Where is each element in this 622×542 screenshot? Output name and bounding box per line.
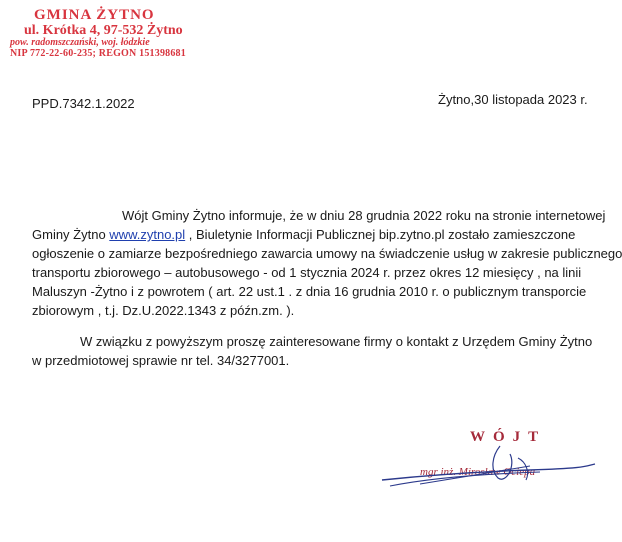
text-fragment: Gminy Żytno bbox=[32, 227, 110, 242]
office-stamp bbox=[10, 8, 192, 59]
stamp-office-name: GMINA ŻYTNO bbox=[34, 7, 155, 23]
paragraph-2-line-1: W związku z powyższym proszę zainteresowane firmy o kontakt z Urzędem Gminy Żytno bbox=[80, 334, 593, 349]
stamp-district: pow. radomszczański, woj. łódzkie bbox=[10, 37, 150, 49]
website-link[interactable]: www.zytno.pl bbox=[109, 227, 186, 242]
mayor-name-stamp: mgr inż. Mirosław Ociepa bbox=[420, 466, 536, 478]
paragraph-1-line-6: zbiorowym , t.j. Dz.U.2022.1343 z późn.zm. ). bbox=[32, 303, 295, 318]
place-date: Żytno,30 listopada 2023 r. bbox=[438, 92, 588, 107]
mayor-title-stamp: WÓJT bbox=[470, 429, 547, 445]
paragraph-2-line-2: w przedmiotowej sprawie nr tel. 34/3277001. bbox=[32, 353, 290, 368]
paragraph-1-line-1: Wójt Gminy Żytno informuje, że w dniu 28 grudnia 2022 roku na stronie internetowej bbox=[122, 208, 606, 223]
paragraph-gap bbox=[32, 320, 612, 332]
paragraph-1-line-2 bbox=[32, 225, 612, 244]
text-fragment: , Biuletynie Informacji Publicznej bip.zytno.pl zostało zamieszczone bbox=[185, 227, 576, 242]
paragraph-1-line-3: ogłoszenie o zamiarze bezpośredniego zawarcia umowy na świadczenie usług w zakresie publicznego bbox=[32, 246, 622, 261]
reference-number: PPD.7342.1.2022 bbox=[32, 96, 135, 111]
handwritten-signature bbox=[380, 436, 600, 506]
stamp-address: ul. Krótka 4, 97-532 Żytno bbox=[24, 22, 183, 38]
stamp-tax-ids: NIP 772-22-60-235; REGON 151398681 bbox=[10, 47, 186, 59]
paragraph-1-line-4: transportu zbiorowego – autobusowego - od 1 stycznia 2024 r. przez okres 12 miesięcy , na linii bbox=[32, 265, 582, 280]
paragraph-1-line-5: Maluszyn -Żytno i z powrotem ( art. 22 ust.1 . z dnia 16 grudnia 2010 r. o publicznym transporcie bbox=[32, 284, 587, 299]
letter-body bbox=[32, 206, 622, 370]
